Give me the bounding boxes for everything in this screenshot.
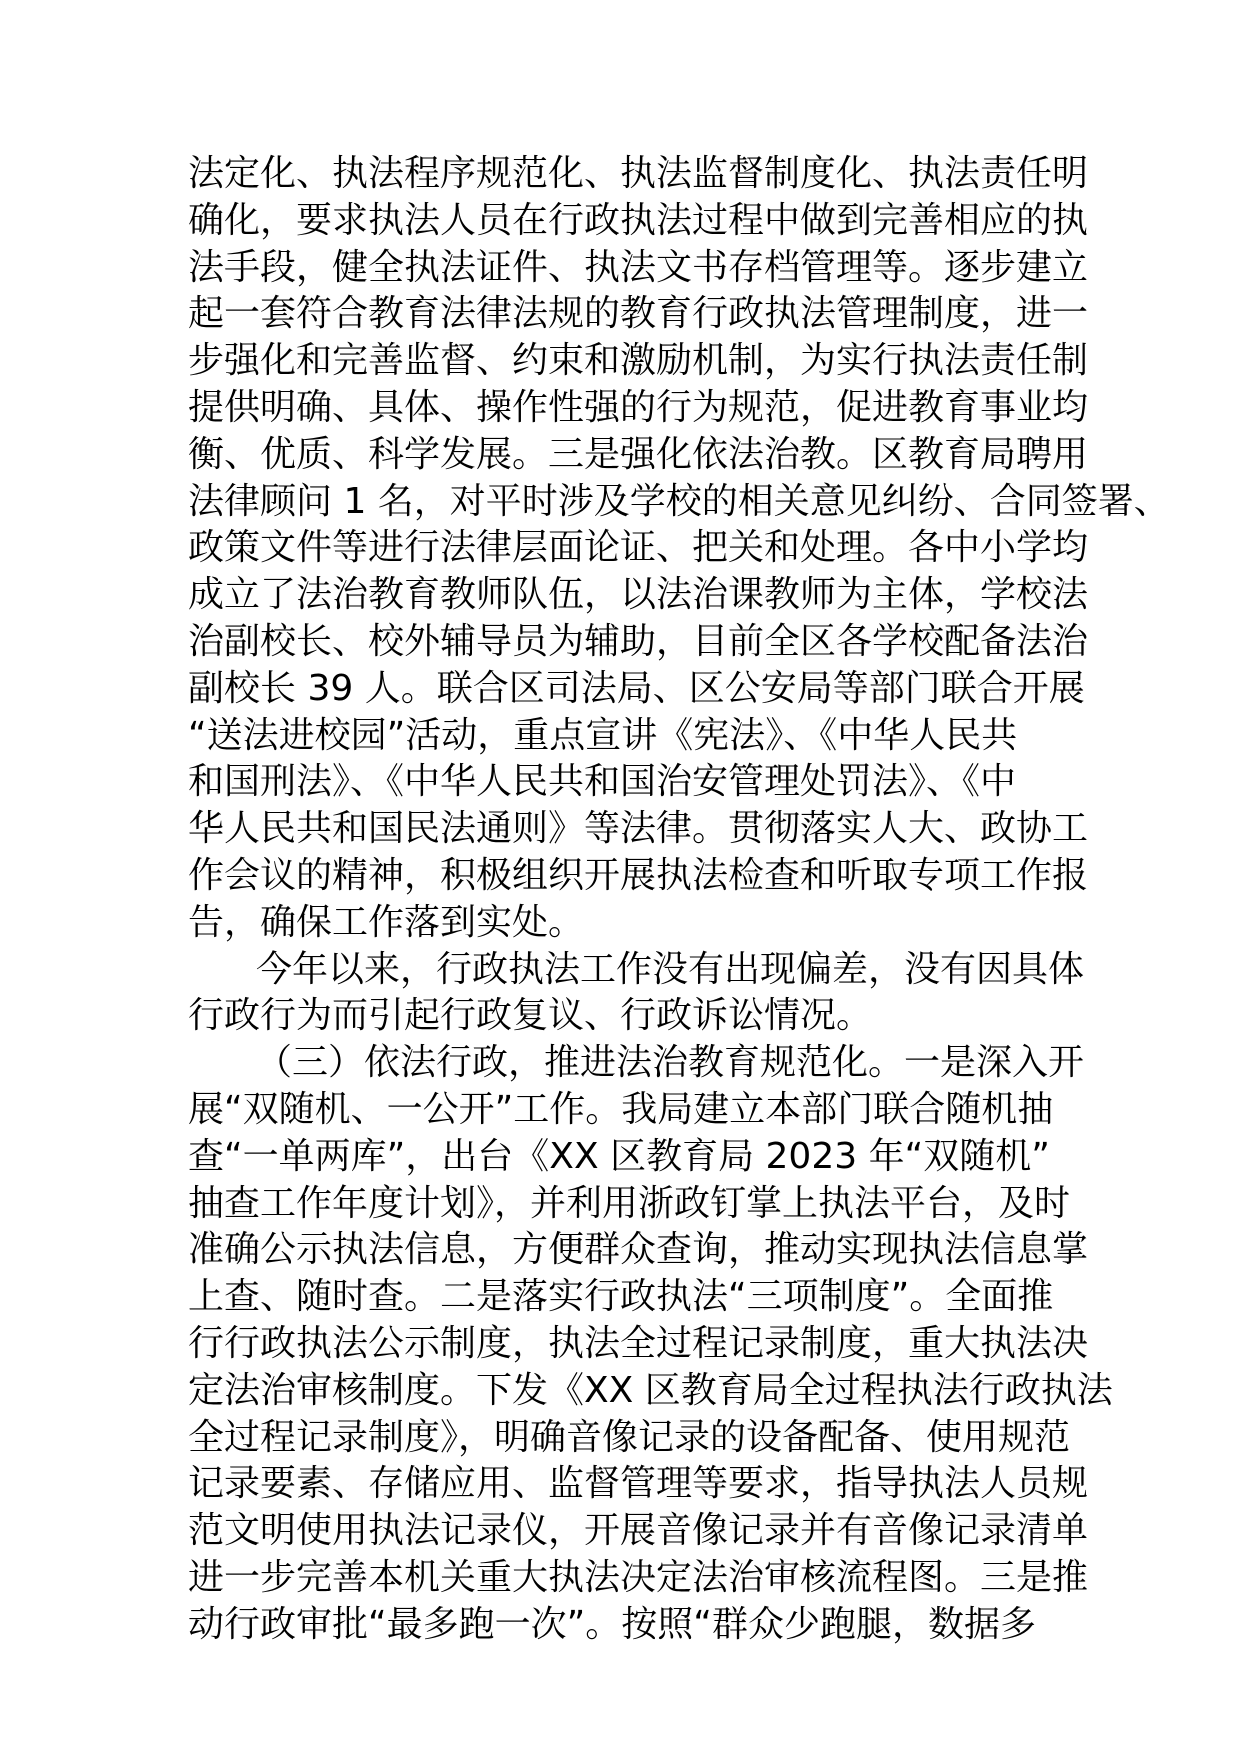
- text-line: 成立了法治教育教师队伍，以法治课教师为主体，学校法: [188, 574, 1089, 616]
- text-line: 起一套符合教育法律法规的教育行政执法管理制度，进一: [188, 293, 1089, 335]
- paragraph-first-line: （三）依法行政，推进法治教育规范化。一是深入开: [256, 1042, 1085, 1084]
- document-body: [188, 151, 1170, 1649]
- text-line: 衡、优质、科学发展。三是强化依法治教。区教育局聘用: [188, 433, 1089, 475]
- text-line: 行行政执法公示制度，执法全过程记录制度，重大执法决: [188, 1322, 1089, 1364]
- paragraph-first-line: 今年以来，行政执法工作没有出现偏差，没有因具体: [256, 948, 1085, 990]
- text-line: 范文明使用执法记录仪，开展音像记录并有音像记录清单: [188, 1510, 1089, 1552]
- text-line: 治副校长、校外辅导员为辅助，目前全区各学校配备法治: [188, 620, 1089, 662]
- text-line: 作会议的精神，积极组织开展执法检查和听取专项工作报: [188, 854, 1089, 896]
- text-line: 政策文件等进行法律层面论证、把关和处理。各中小学均: [188, 527, 1089, 569]
- text-line: 上查、随时查。二是落实行政执法“三项制度”。全面推: [188, 1276, 1054, 1318]
- text-line: 抽查工作年度计划》，并利用浙政钉掌上执法平台，及时: [188, 1182, 1071, 1224]
- text-line: 华人民共和国民法通则》等法律。贯彻落实人大、政协工: [188, 808, 1089, 850]
- text-line: 准确公示执法信息，方便群众查询，推动实现执法信息掌: [188, 1229, 1089, 1271]
- text-line: 动行政审批“最多跑一次”。按照“群众少跑腿，数据多: [188, 1603, 1036, 1645]
- text-line: 展“双随机、一公开”工作。我局建立本部门联合随机抽: [188, 1088, 1054, 1130]
- text-line: 告，确保工作落到实处。: [188, 901, 585, 943]
- text-line: 查“一单两库”，出台《XX 区教育局 2023 年“双随机”: [188, 1135, 1050, 1177]
- text-line: 全过程记录制度》，明确音像记录的设备配备、使用规范: [188, 1416, 1071, 1458]
- text-line: 提供明确、具体、操作性强的行为规范，促进教育事业均: [188, 386, 1089, 428]
- text-line: 定法治审核制度。下发《XX 区教育局全过程执法行政执法: [188, 1369, 1113, 1411]
- text-line: 进一步完善本机关重大执法决定法治审核流程图。三是推: [188, 1556, 1089, 1598]
- text-line: 确化，要求执法人员在行政执法过程中做到完善相应的执: [188, 199, 1089, 241]
- text-line: “送法进校园”活动，重点宣讲《宪法》、《中华人民共: [188, 714, 1018, 756]
- text-line: 法手段，健全执法证件、执法文书存档管理等。逐步建立: [188, 246, 1089, 288]
- text-line: 和国刑法》、《中华人民共和国治安管理处罚法》、《中: [188, 761, 1017, 803]
- text-line: 副校长 39 人。联合区司法局、区公安局等部门联合开展: [188, 667, 1085, 709]
- text-line: 法律顾问 1 名，对平时涉及学校的相关意见纠纷、合同签署、: [188, 480, 1170, 522]
- text-line: 步强化和完善监督、约束和激励机制，为实行执法责任制: [188, 340, 1089, 382]
- text-line: 行政行为而引起行政复议、行政诉讼情况。: [188, 995, 873, 1037]
- text-line: 记录要素、存储应用、监督管理等要求，指导执法人员规: [188, 1463, 1089, 1505]
- text-line: 法定化、执法程序规范化、执法监督制度化、执法责任明: [188, 153, 1089, 194]
